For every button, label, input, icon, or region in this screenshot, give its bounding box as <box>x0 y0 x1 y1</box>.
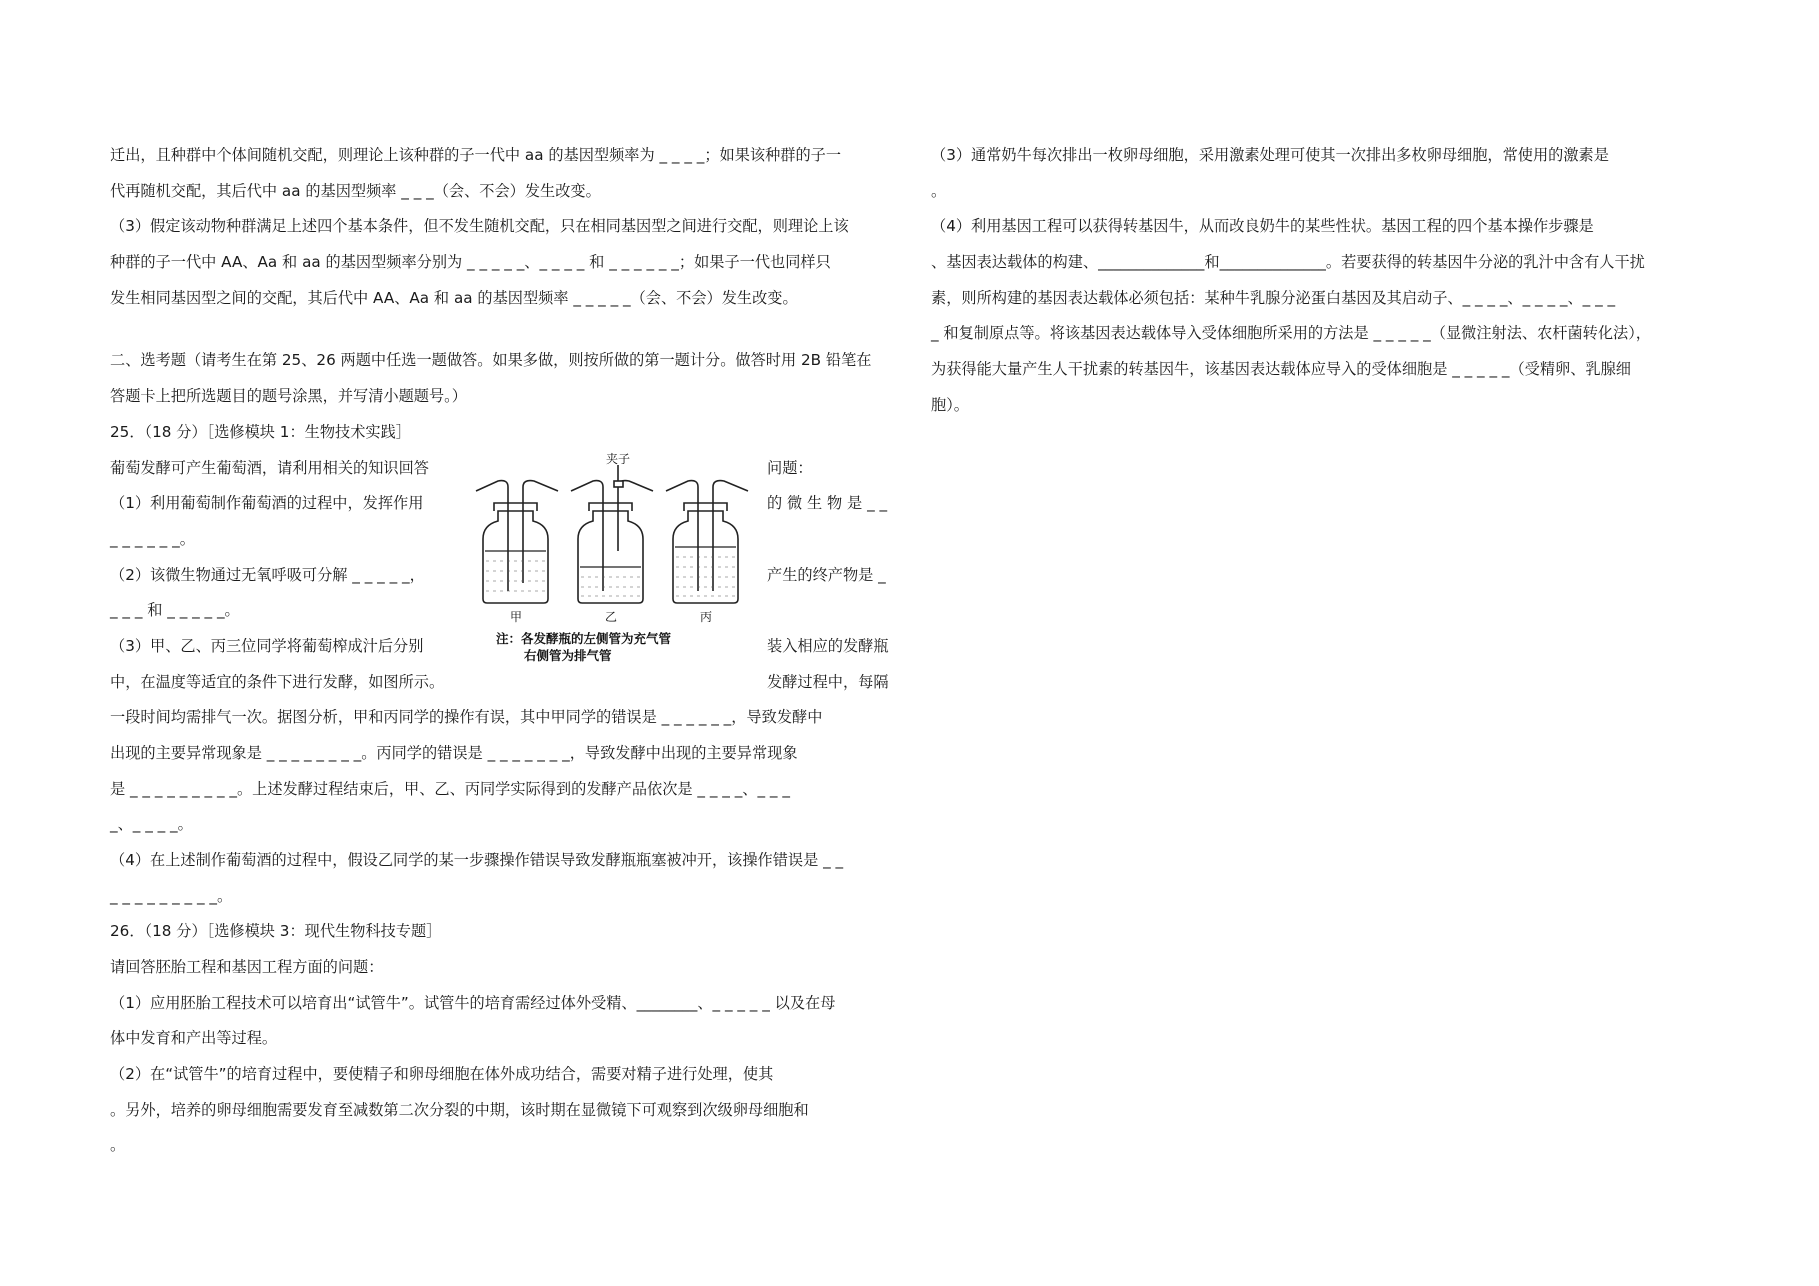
bottle-label-jia: 甲 <box>510 609 523 624</box>
text-line: _ 和复制原点等。将该基因表达载体导入受体细胞所采用的方法是 _ _ _ _ _（显微注射法、农杆菌转化法）， <box>931 324 1651 343</box>
text-line: 问题： <box>767 458 813 477</box>
text-line: 葡萄发酵可产生葡萄酒，请利用相关的知识回答 <box>110 458 429 477</box>
text-line: （3）通常奶牛每次排出一枚卵母细胞，采用激素处理可使其一次排出多枚卵母细胞，常使用的激素是 <box>931 146 1609 164</box>
question-26-title: 26．（18 分）［选修模块 3：现代生物科技专题］ <box>110 922 442 941</box>
text-line: 是 _ _ _ _ _ _ _ _ _。上述发酵过程结束后，甲、乙、丙同学实际得到的发酵产品依次是 _ _ _ _、_ _ _ <box>110 779 790 798</box>
left-column <box>110 138 900 1164</box>
text-line: 发生相同基因型之间的交配，其后代中 AA、Aa 和 aa 的基因型频率 _ _ _ _ _（会、不会）发生改变。 <box>110 288 798 307</box>
fermentation-bottles-figure <box>468 451 758 665</box>
bottle-label-yi: 乙 <box>605 609 618 624</box>
text-line: _ _ _ _ _ _ _ _ _。 <box>110 886 233 905</box>
text-line: 请回答胚胎工程和基因工程方面的问题： <box>110 958 384 976</box>
text-line: （4）利用基因工程可以获得转基因牛，从而改良奶牛的某些性状。基因工程的四个基本操作步骤是 <box>931 217 1594 236</box>
text-line: 。另外，培养的卵母细胞需要发育至减数第二次分裂的中期，该时期在显微镜下可观察到次级卵母细胞和 <box>110 1100 809 1119</box>
text-line: （1）利用葡萄制作葡萄酒的过程中，发挥作用 <box>110 494 424 513</box>
text-line: 二、选考题（请考生在第 25、26 两题中任选一题做答。如果多做，则按所做的第一题计分。做答时用 2B 铅笔在 <box>110 351 872 370</box>
text-line: 的 微 生 物 是 _ _ <box>767 494 888 513</box>
text-line: （2）在“试管牛”的培育过程中，要使精子和卵母细胞在体外成功结合，需要对精子进行处理，使其 <box>110 1065 774 1084</box>
text-line <box>767 522 897 558</box>
text-line: _ _ _ 和 _ _ _ _ _。 <box>110 601 240 620</box>
text-line: 为获得能大量产生人干扰素的转基因牛，该基因表达载体应导入的受体细胞是 _ _ _ _ _（受精卵、乳腺细 <box>931 360 1631 379</box>
question-25-figure-block <box>110 451 900 665</box>
text-line: 一段时间均需排气一次。据图分析，甲和丙同学的操作有误，其中甲同学的错误是 _ _ _ _ _ _，导致发酵中 <box>110 708 823 727</box>
clamp-label: 夹子 <box>606 451 631 466</box>
text-line: 体中发育和产出等过程。 <box>110 1029 278 1048</box>
q24-continuation <box>110 138 900 316</box>
question-25-continuation <box>110 665 900 1165</box>
text-line: （4）在上述制作葡萄酒的过程中，假设乙同学的某一步骤操作错误导致发酵瓶瓶塞被冲开，该操作错误是 _ _ <box>110 850 844 869</box>
text-line: 出现的主要异常现象是 _ _ _ _ _ _ _ _。丙同学的错误是 _ _ _ _ _ _ _，导致发酵中出现的主要异常现象 <box>110 743 798 762</box>
text-line: 素，则所构建的基因表达载体必须包括：某种牛乳腺分泌蛋白基因及其启动子、_ _ _ _、_ _ _ _、_ _ _ <box>931 288 1616 307</box>
fermentation-diagram <box>468 451 758 665</box>
text-line <box>767 593 897 629</box>
text-line: _ _ _ _ _ _。 <box>110 529 195 548</box>
text-line: 、基因表达载体的构建、______________和______________。若要获得的转基因牛分泌的乳汁中含有人干扰 <box>931 253 1645 272</box>
text-line: 代再随机交配，其后代中 aa 的基因型频率 _ _ _（会、不会）发生改变。 <box>110 181 601 200</box>
text-line: 中，在温度等适宜的条件下进行发酵，如图所示。 <box>110 672 445 691</box>
text-line: 产生的终产物是 _ <box>767 565 886 584</box>
text-line: _、_ _ _ _。 <box>110 815 193 834</box>
text-line: 发酵过程中，每隔 <box>767 672 889 691</box>
text-line: （3）甲、乙、丙三位同学将葡萄榨成汁后分别 <box>110 636 424 655</box>
text-line: 迁出，且种群中个体间随机交配，则理论上该种群的子一代中 aa 的基因型频率为 _ _ _ _；如果该种群的子一 <box>110 146 842 164</box>
figure-note-line1: 注：各发酵瓶的左侧管为充气管 <box>496 630 672 646</box>
text-line: 答题卡上把所选题目的题号涂黑，并写清小题题号。） <box>110 387 467 406</box>
bottle-label-bing: 丙 <box>700 609 713 624</box>
figure-note-line2: 右侧管为排气管 <box>524 647 612 663</box>
figure-right-text <box>767 451 897 665</box>
figure-bottom-line <box>110 665 900 701</box>
right-column <box>931 138 1731 424</box>
text-line: 种群的子一代中 AA、Aa 和 aa 的基因型频率分别为 _ _ _ _ _、_ _ _ _ 和 _ _ _ _ _ _；如果子一代也同样只 <box>110 253 831 272</box>
section-2-header <box>110 343 900 450</box>
text-line: 装入相应的发酵瓶 <box>767 636 889 655</box>
text-line: 。 <box>931 181 947 200</box>
text-line: （3）假定该动物种群满足上述四个基本条件，但不发生随机交配，只在相同基因型之间进行交配，则理论上该 <box>110 217 849 236</box>
text-line: （1）应用胚胎工程技术可以培育出“试管牛”。试管牛的培育需经过体外受精、________、_ _ _ _ _ 以及在母 <box>110 993 836 1012</box>
text-line: 胞）。 <box>931 395 969 414</box>
text-line: 。 <box>110 1136 126 1155</box>
text-line: （2）该微生物通过无氧呼吸可分解 _ _ _ _ _， <box>110 565 425 584</box>
question-25-title: 25．（18 分）［选修模块 1：生物技术实践］ <box>110 422 411 441</box>
